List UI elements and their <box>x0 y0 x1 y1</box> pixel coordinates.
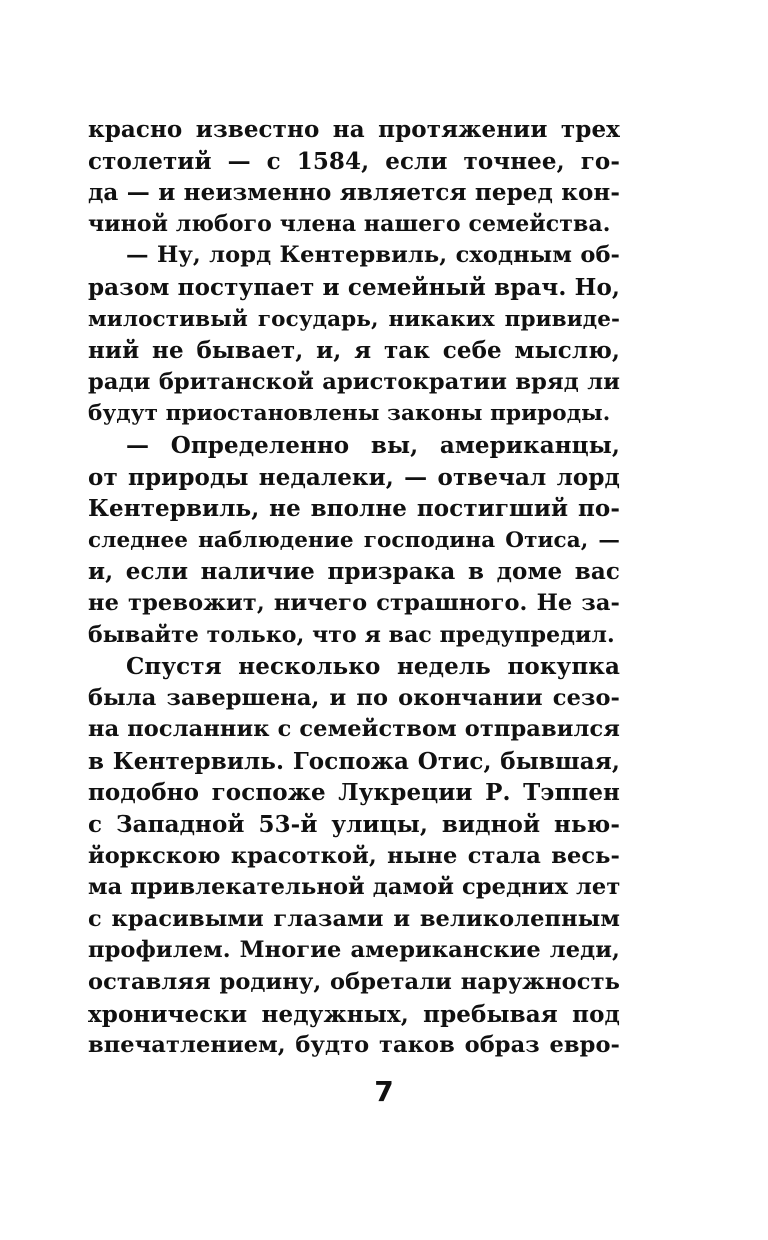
text-line: йоркскою красоткой, ныне стала весь- <box>88 842 620 869</box>
text-line: была завершена, и по окончании сезо- <box>88 684 620 711</box>
text-line: с красивыми глазами и великолепным <box>88 905 620 932</box>
text-line: ма привлекательной дамой средних лет <box>88 874 621 901</box>
text-line: — Определенно вы, американцы, <box>126 431 620 459</box>
text-line: ради британской аристократии вряд ли <box>88 368 620 395</box>
text-line: Спустя несколько недель покупка <box>126 653 620 681</box>
page-number: 7 <box>374 1075 394 1108</box>
text-line: оставляя родину, обретали наружность <box>88 969 620 996</box>
text-line: ний не бывает, и, я так себе мыслю, <box>88 337 620 365</box>
text-line: — Ну, лорд Кентервиль, сходным об- <box>126 242 620 269</box>
text-line: следнее наблюдение господина Отиса, — <box>88 527 620 553</box>
text-line: милостивый государь, никаких привиде- <box>88 306 620 332</box>
text-line: впечатлением, будто таков образ евро- <box>88 1032 620 1059</box>
text-line: в Кентервиль. Госпожа Отис, бывшая, <box>88 747 620 775</box>
text-line: подобно госпоже Лукреции Р. Тэппен <box>88 779 620 807</box>
text-line: и, если наличие призрака в доме вас <box>88 558 620 586</box>
text-line: бывайте только, что я вас предупредил. <box>88 621 615 648</box>
text-line: разом поступает и семейный врач. Но, <box>88 273 620 301</box>
text-line: красно известно на протяжении трех <box>88 116 620 143</box>
text-line: профилем. Многие американские леди, <box>88 937 620 964</box>
text-line: хронически недужных, пребывая под <box>88 1000 620 1028</box>
text-line: да — и неизменно является перед кон- <box>88 179 620 207</box>
text-line: будут приостановлены законы природы. <box>88 401 611 427</box>
text-line: на посланник с семейством отправился <box>88 716 620 743</box>
text-line: с Западной 53-й улицы, видной нью- <box>88 811 620 839</box>
text-line: чиной любого члена нашего семейства. <box>88 210 611 237</box>
text-line: Кентервиль, не вполне постигший по- <box>88 495 620 523</box>
page-text-block <box>88 114 620 1062</box>
text-line: не тревожит, ничего страшного. Не за- <box>88 589 620 616</box>
text-line: от природы недалеки, — отвечал лорд <box>88 463 620 491</box>
text-line: столетий — с 1584, если точнее, го- <box>88 147 620 175</box>
